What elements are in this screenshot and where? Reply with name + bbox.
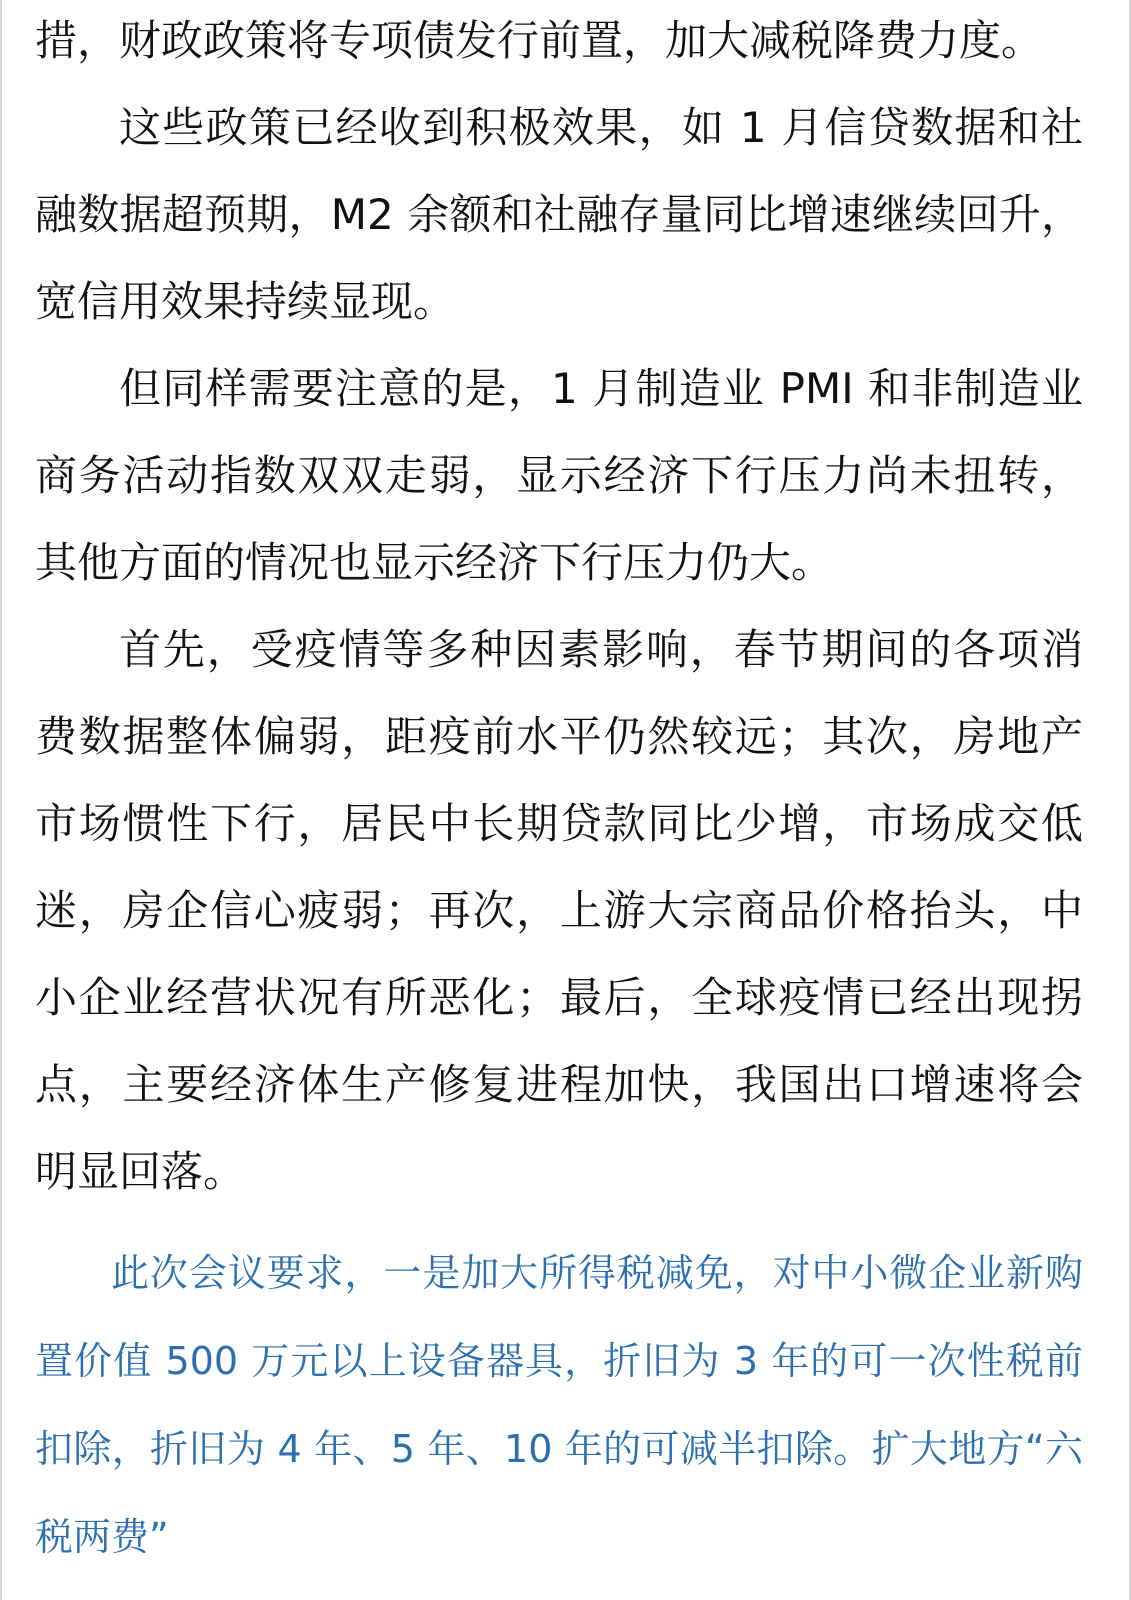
paragraph-meeting-requirements: 此次会议要求，一是加大所得税减免，对中小微企业新购置价值 500 万元以上设备器具，折旧为 3 年的可一次性税前扣除，折旧为 4 年、5 年、10 年的可减半扣除。扩大地方“六税两费” — [35, 1251, 1083, 1559]
paragraph-downside-factors: 首先，受疫情等多种因素影响，春节期间的各项消费数据整体偏弱，距疫前水平仍然较远；其次，房地产市场惯性下行，居民中长期贷款同比少增，市场成交低迷，房企信心疲弱；再次，上游大宗商品价格抬头，中小企业经营状况有所恶化；最后，全球疫情已经出现拐点，主要经济体生产修复进程加快，我国出口增速将会明显回落。 — [35, 625, 1083, 1196]
article-body — [35, 0, 1083, 1581]
paragraph-continuation: 措，财政政策将专项债发行前置，加大减税降费力度。 — [35, 16, 1044, 65]
paragraph-policy-effects: 这些政策已经收到积极效果，如 1 月信贷数据和社融数据超预期，M2 余额和社融存量同比增速继续回升，宽信用效果持续显现。 — [35, 103, 1083, 326]
paragraph-pmi-pressure: 但同样需要注意的是，1 月制造业 PMI 和非制造业商务活动指数双双走弱，显示经济下行压力尚未扭转，其他方面的情况也显示经济下行压力仍大。 — [35, 364, 1083, 587]
